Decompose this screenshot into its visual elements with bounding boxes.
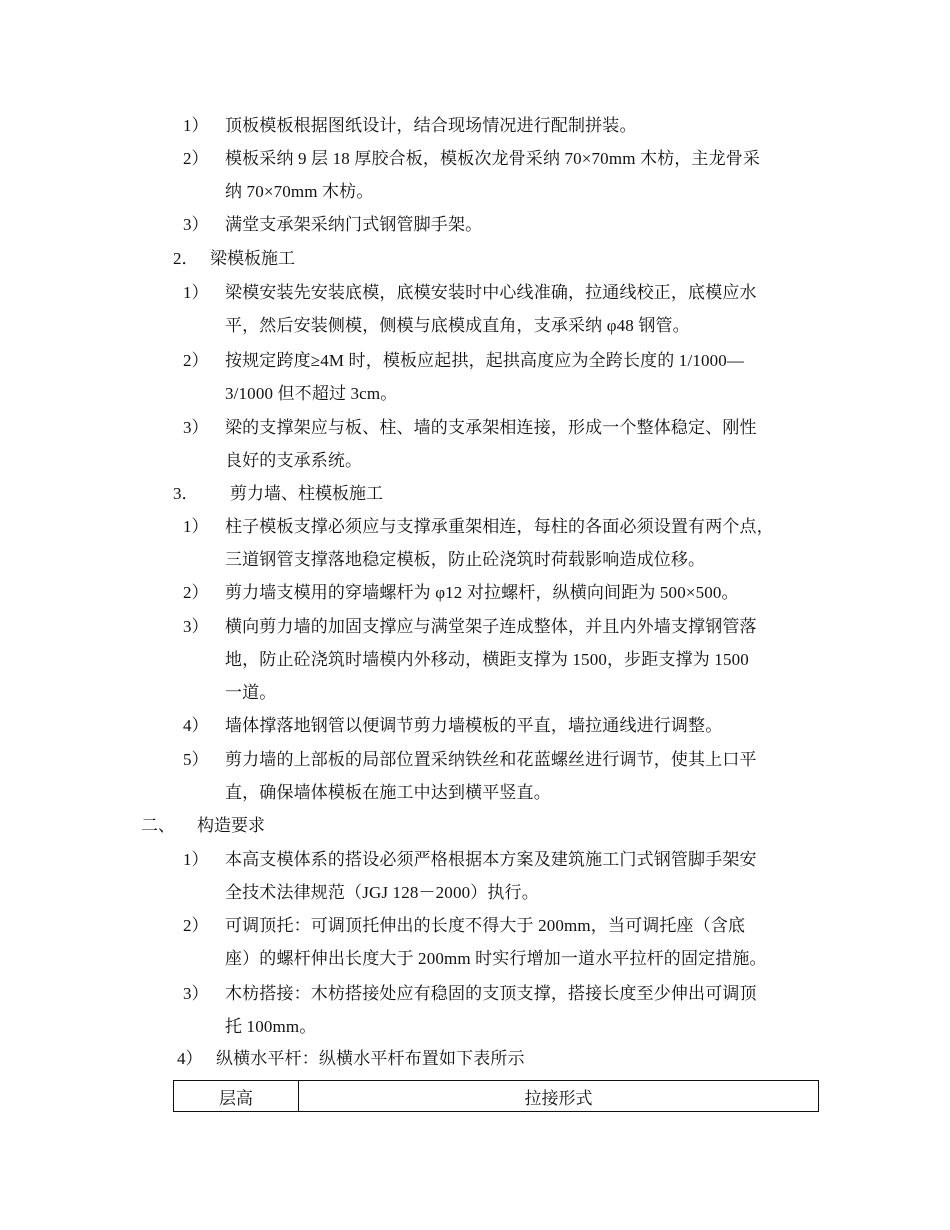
list-number: 4） xyxy=(183,716,209,735)
list-text: 平，然后安装侧模，侧模与底模成直角，支承采纳 φ48 钢管。 xyxy=(225,316,690,335)
layout-table xyxy=(173,1080,819,1112)
list-text: 顶板模板根据图纸设计，结合现场情况进行配制拼装。 xyxy=(225,116,637,135)
list-number: 4） xyxy=(177,1049,203,1068)
list-text: 剪力墙支模用的穿墙螺杆为 φ12 对拉螺杆，纵横向间距为 500×500。 xyxy=(225,583,739,602)
section-number: 2． xyxy=(173,249,199,268)
table-header-cell: 拉接形式 xyxy=(299,1081,819,1112)
list-number: 1） xyxy=(183,850,209,869)
list-text: 全技术法律规范（JGJ 128－2000）执行。 xyxy=(225,883,539,902)
list-number: 3） xyxy=(183,617,209,636)
list-text: 木枋搭接：木枋搭接处应有稳固的支顶支撑，搭接长度至少伸出可调顶 xyxy=(225,984,757,1003)
list-text: 直，确保墙体模板在施工中达到横平竖直。 xyxy=(225,783,551,802)
list-text: 柱子模板支撑必须应与支撑承重架相连，每柱的各面必须设置有两个点， xyxy=(225,517,774,536)
list-text: 梁模安装先安装底模，底模安装时中心线准确，拉通线校正，底模应水 xyxy=(225,283,757,302)
list-text: 可调顶托：可调顶托伸出的长度不得大于 200mm，当可调托座（含底 xyxy=(225,916,746,935)
list-text: 纳 70×70mm 木枋。 xyxy=(225,182,374,201)
list-number: 2） xyxy=(183,583,209,602)
list-number: 3） xyxy=(183,215,209,234)
list-text: 纵横水平杆：纵横水平杆布置如下表所示 xyxy=(216,1049,525,1068)
list-number: 2） xyxy=(183,149,209,168)
list-number: 3） xyxy=(183,418,209,437)
list-text: 横向剪力墙的加固支撑应与满堂架子连成整体，并且内外墙支撑钢管落 xyxy=(225,617,757,636)
list-number: 1） xyxy=(183,116,209,135)
list-text: 满堂支承架采纳门式钢管脚手架。 xyxy=(225,215,483,234)
section-number: 二、 xyxy=(141,816,175,835)
list-text: 本高支模体系的搭设必须严格根据本方案及建筑施工门式钢管脚手架安 xyxy=(225,850,757,869)
list-number: 3） xyxy=(183,984,209,1003)
list-text: 梁的支撑架应与板、柱、墙的支承架相连接，形成一个整体稳定、刚性 xyxy=(225,418,757,437)
list-text: 剪力墙的上部板的局部位置采纳铁丝和花蓝螺丝进行调节，使其上口平 xyxy=(225,750,757,769)
table-header-cell: 层高 xyxy=(174,1081,299,1112)
list-number: 5） xyxy=(183,750,209,769)
list-text: 3/1000 但不超过 3cm。 xyxy=(225,384,398,403)
list-text: 一道。 xyxy=(225,683,277,702)
list-text: 墙体撑落地钢管以便调节剪力墙模板的平直，墙拉通线进行调整。 xyxy=(225,716,723,735)
section-heading: 剪力墙、柱模板施工 xyxy=(230,484,383,503)
list-number: 2） xyxy=(183,351,209,370)
list-text: 地，防止砼浇筑时墙模内外移动，横距支撑为 1500，步距支撑为 1500 xyxy=(225,650,749,669)
table-header-row xyxy=(174,1081,819,1112)
section-heading: 构造要求 xyxy=(197,816,265,835)
list-text: 三道钢管支撑落地稳定模板，防止砼浇筑时荷载影响造成位移。 xyxy=(225,550,706,569)
list-text: 按规定跨度≥4M 时，模板应起拱，起拱高度应为全跨长度的 1/1000— xyxy=(225,351,745,370)
list-number: 1） xyxy=(183,517,209,536)
list-text: 良好的支承系统。 xyxy=(225,451,363,470)
list-number: 1） xyxy=(183,283,209,302)
list-number: 2） xyxy=(183,916,209,935)
section-number: 3． xyxy=(173,484,199,503)
section-heading: 梁模板施工 xyxy=(210,249,295,268)
list-text: 模板采纳 9 层 18 厚胶合板，模板次龙骨采纳 70×70mm 木枋，主龙骨采 xyxy=(225,149,761,168)
list-text: 座）的螺杆伸出长度大于 200mm 时实行增加一道水平拉杆的固定措施。 xyxy=(225,949,767,968)
list-text: 托 100mm。 xyxy=(225,1017,317,1036)
